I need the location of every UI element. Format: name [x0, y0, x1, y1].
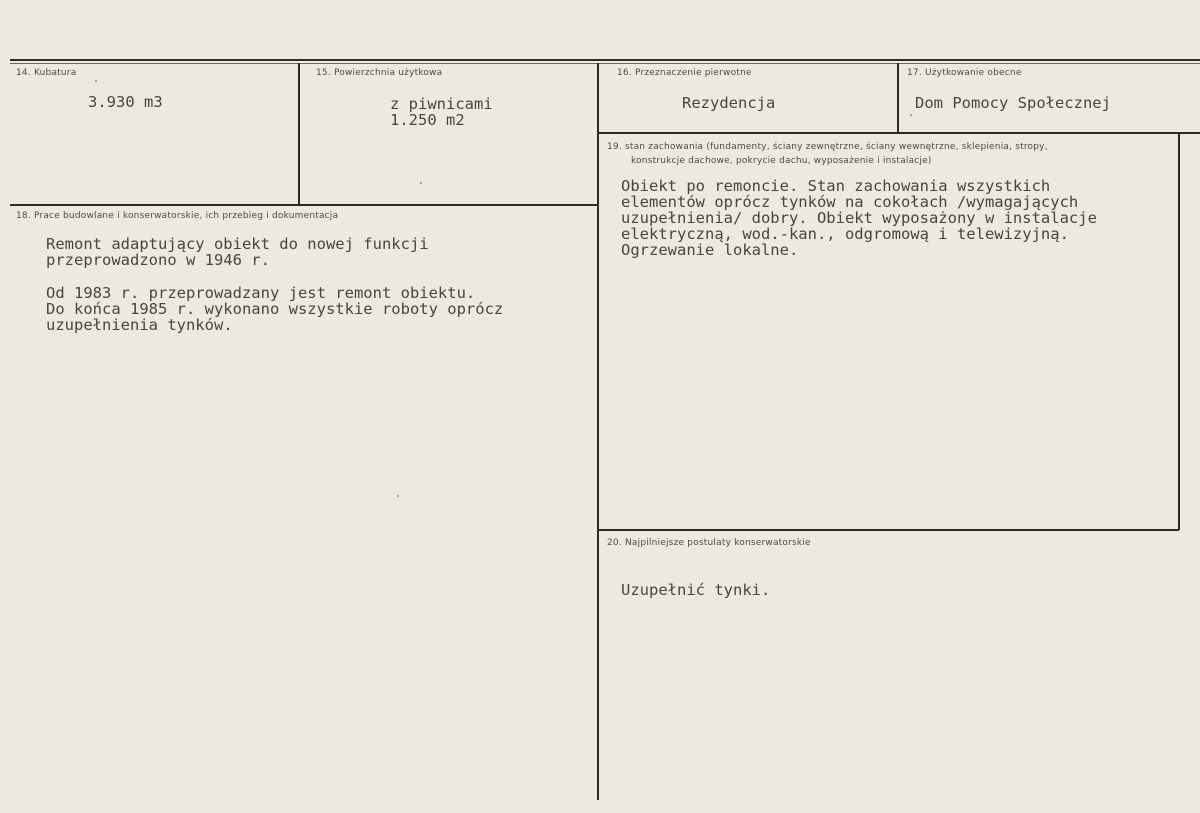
field-19-value-line-4: elektryczną, wod.-kan., odgromową i telewizyjną. [621, 225, 1069, 243]
field-18-para2-line-2: Do końca 1985 r. wykonano wszystkie roboty oprócz [46, 300, 504, 318]
paper-speck [910, 114, 912, 116]
field-19-value-line-1: Obiekt po remoncie. Stan zachowania wszystkich [621, 177, 1051, 195]
field-18-para1-line-2: przeprowadzono w 1946 r. [46, 251, 270, 269]
center-divider [597, 63, 599, 800]
field-18-para2-line-3: uzupełnienia tynków. [46, 316, 233, 334]
field-19-label-line-1: 19. stan zachowania (fundamenty, ściany zewnętrzne, ściany wewnętrzne, sklepienia, stropy, [607, 142, 1048, 152]
right-edge-19 [1178, 133, 1180, 530]
field-20-value: Uzupełnić tynki. [621, 581, 771, 599]
field-15-label: 15. Powierzchnia użytkowa [316, 68, 443, 78]
paper-speck [95, 80, 97, 82]
field-18-label: 18. Prace budowlane i konserwatorskie, ich przebieg i dokumentacja [16, 211, 339, 221]
field-19-label-line-2: konstrukcje dachowe, pokrycie dachu, wyposażenie i instalacje) [631, 156, 932, 166]
field-16-value: Rezydencja [682, 94, 776, 112]
divider-16-17 [897, 63, 899, 133]
field-14-value: 3.930 m3 [88, 93, 163, 111]
rule-under-16-17 [599, 132, 1200, 134]
field-20-label: 20. Najpilniejsze postulaty konserwatorskie [607, 538, 811, 548]
top-rule [10, 59, 1200, 61]
field-18-para2-line-1: Od 1983 r. przeprowadzany jest remont obiektu. [46, 284, 476, 302]
field-15-value-line-1: z piwnicami [390, 95, 493, 113]
field-17-label: 17. Użytkowanie obecne [907, 68, 1022, 78]
field-16-label: 16. Przeznaczenie pierwotne [617, 68, 752, 78]
divider-14-15 [298, 63, 300, 205]
paper-speck [420, 182, 422, 184]
field-15-value-line-2: 1.250 m2 [390, 111, 465, 129]
field-19-value-line-5: Ogrzewanie lokalne. [621, 241, 799, 259]
top-rule-thin [10, 63, 1200, 64]
field-19-value-line-2: elementów oprócz tynków na cokołach /wymagających [621, 193, 1079, 211]
field-18-para1-line-1: Remont adaptujący obiekt do nowej funkcji [46, 235, 429, 253]
paper-speck [397, 495, 399, 497]
field-14-label: 14. Kubatura [16, 68, 77, 78]
rule-under-14-15 [10, 204, 598, 206]
rule-under-19 [599, 529, 1179, 531]
field-17-value: Dom Pomocy Społecznej [915, 94, 1111, 112]
field-19-value-line-3: uzupełnienia/ dobry. Obiekt wyposażony w instalacje [621, 209, 1097, 227]
